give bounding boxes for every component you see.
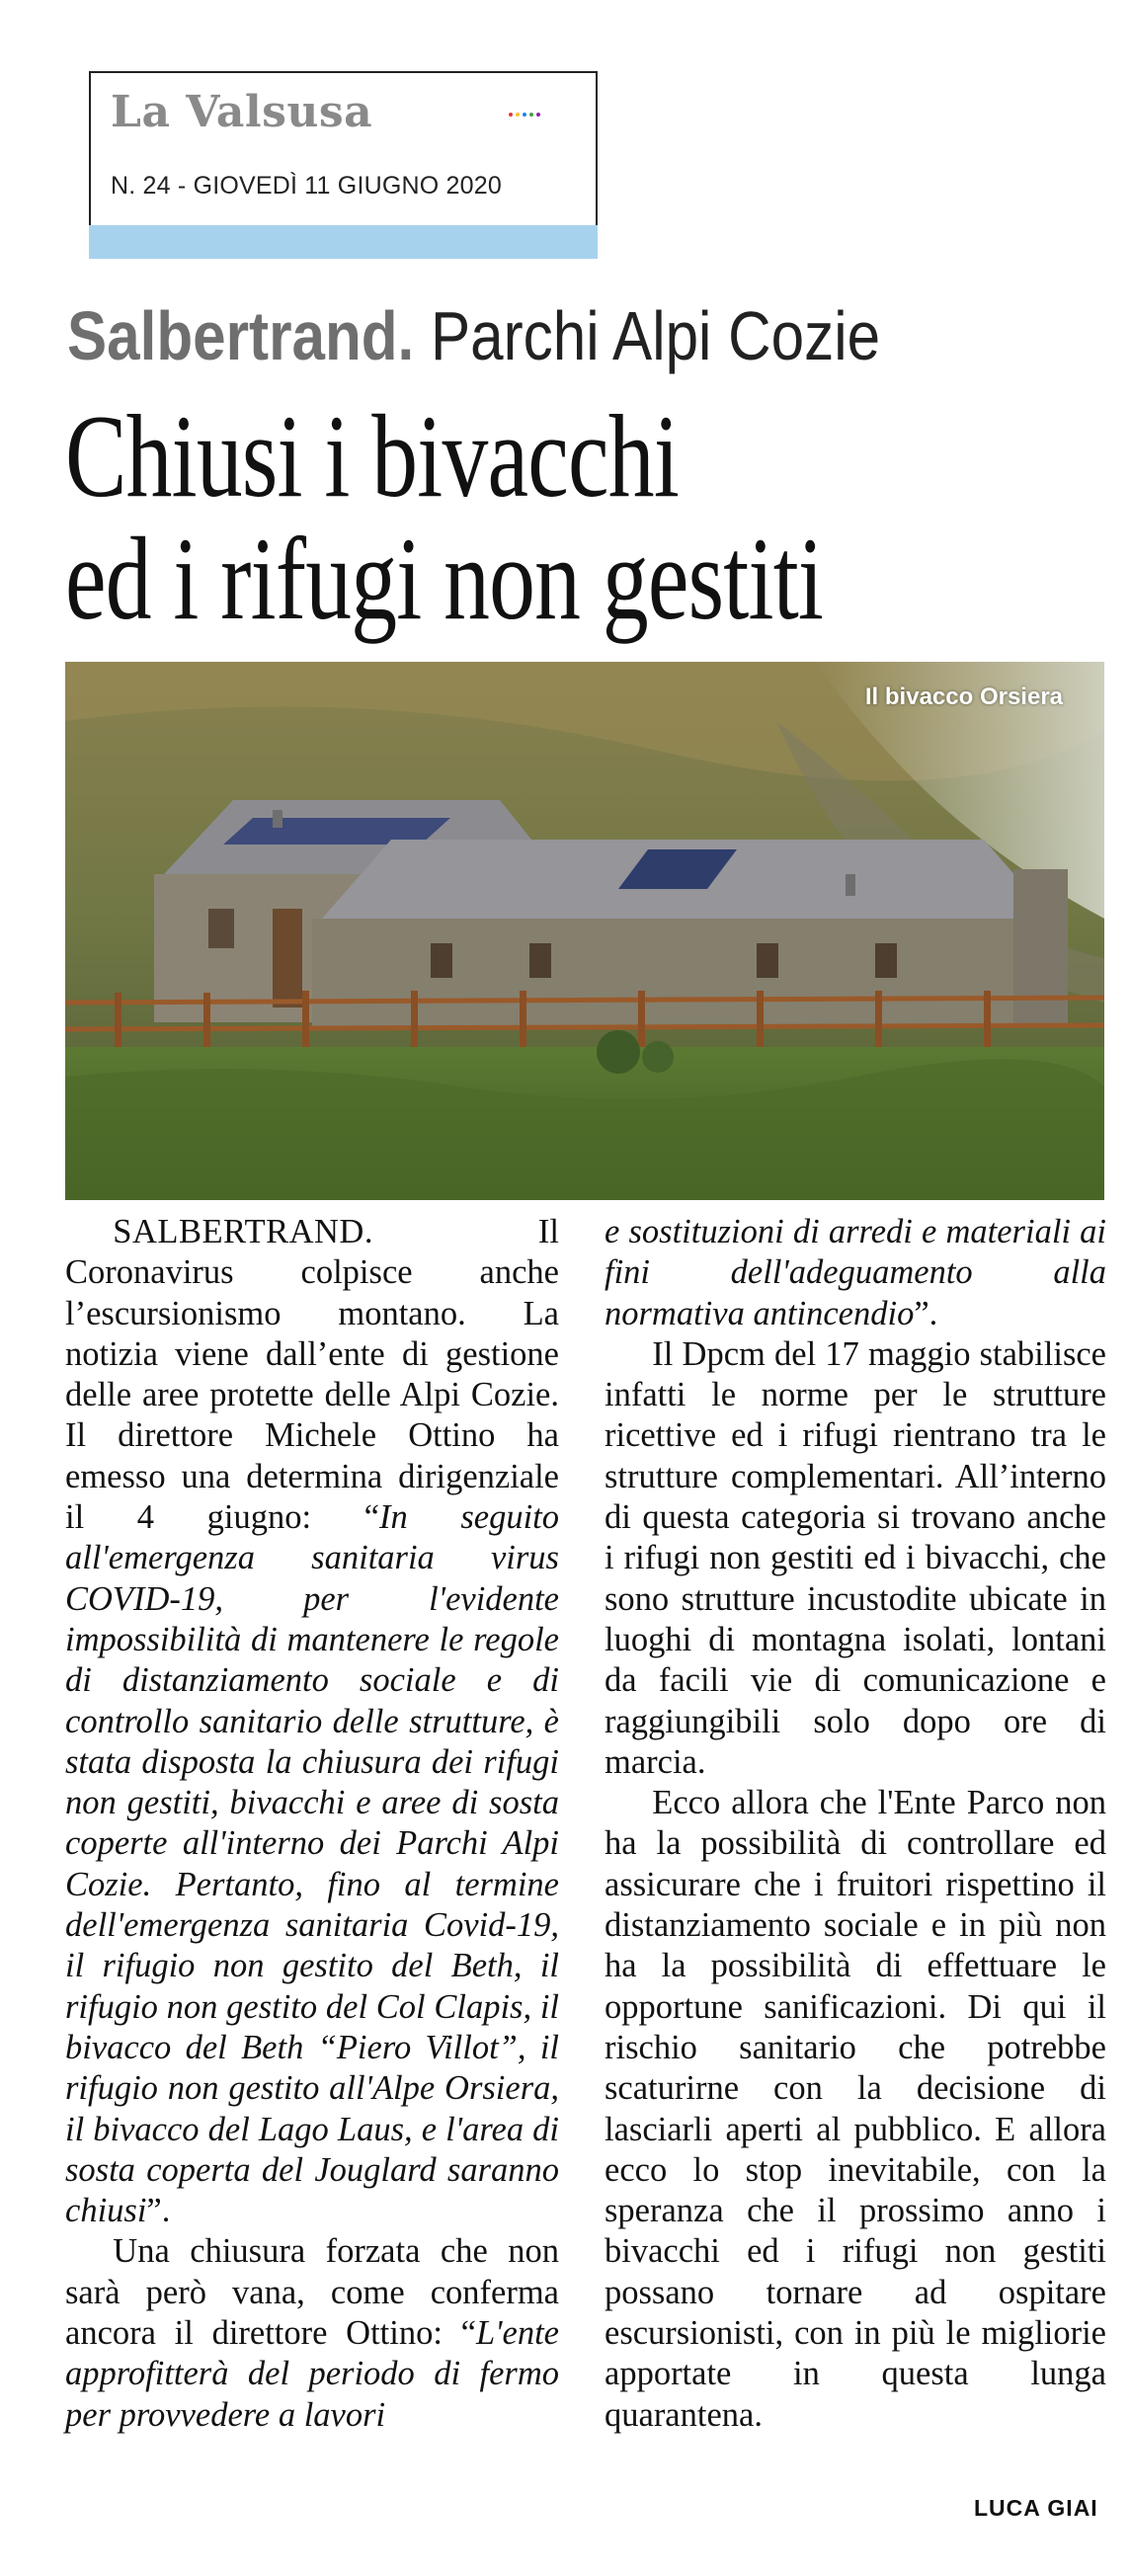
paragraph-text: Una chiusura forzata che non sarà però vana, come conferma ancora il direttore Ottino: “ bbox=[65, 2232, 559, 2353]
quote-text: e sostituzioni di arredi e materiali ai fini dell'adeguamento alla normativa antincendio bbox=[605, 1213, 1106, 1332]
paragraph bbox=[605, 1212, 1106, 1334]
dot-green bbox=[529, 113, 533, 117]
color-dots-icon bbox=[509, 109, 543, 120]
newspaper-name: La Valsusa bbox=[111, 87, 373, 137]
kicker-topic: Parchi Alpi Cozie bbox=[430, 297, 881, 374]
dot-red bbox=[509, 113, 513, 117]
issue-line: N. 24 - GIOVEDÌ 11 GIUGNO 2020 bbox=[111, 172, 502, 200]
paragraph bbox=[65, 1212, 559, 2231]
paragraph-text: Il Coronavirus colpisce anche l’escursionismo montano. La notizia viene dall’ente di gestione delle aree protette delle Alpi Cozie. Il direttore Michele Ottino ha emesso una determina dirigenziale il 4 giugno: “ bbox=[65, 1213, 559, 1537]
paragraph: Il Dpcm del 17 maggio stabilisce infatti le norme per le strutture ricettive ed i rifugi rientrano tra le strutture complementari. All’interno di questa categoria si trovano anche i rifugi non gestiti ed i bivacchi, che sono strutture incustodite ubicate in luoghi di montagna isolati, lontani da facili vie di comunicazione e raggiungibili solo dopo ore di marcia. bbox=[605, 1334, 1106, 1781]
dot-blue bbox=[523, 113, 526, 117]
quote-text: L'ente approfitterà del periodo di fermo per provvedere a lavori bbox=[65, 2314, 559, 2434]
headline-line-2: ed i rifugi non gestiti bbox=[65, 513, 824, 644]
article-column-right bbox=[605, 1212, 1106, 2436]
quote-close: ”. bbox=[914, 1294, 938, 1332]
photo-illustration bbox=[65, 662, 1104, 1200]
dot-purple bbox=[536, 113, 540, 117]
headline-line-1: Chiusi i bivacchi bbox=[65, 390, 680, 522]
masthead-color-bar bbox=[89, 225, 598, 259]
dateline: SALBERTRAND. bbox=[113, 1213, 373, 1250]
article-photo bbox=[65, 662, 1104, 1200]
paragraph: Ecco allora che l'Ente Parco non ha la possibilità di controllare ed assicurare che i fruitori rispettino il distanziamento sociale e in più non ha la possibilità di effettuare le opportune sanificazioni. Di qui il rischio sanitario che potrebbe scaturirne con la decisione di lasciarli aperti al pubblico. E allora ecco lo stop inevitabile, con la speranza che il prossimo anno i bivacchi ed i rifugi non gestiti possano tornare ad ospitare escursionisti, con in più le migliorie apportate in questa lunga quarantena. bbox=[605, 1784, 1106, 2434]
article-column-left bbox=[65, 1212, 559, 2436]
headline bbox=[65, 390, 824, 644]
photo-caption: Il bivacco Orsiera bbox=[864, 684, 1063, 710]
quote-close: ”. bbox=[146, 2192, 171, 2230]
dot-yellow bbox=[516, 113, 520, 117]
quote-text: In seguito all'emergenza sanitaria virus COVID-19, per l'evidente impossibilità di mantenere le regole di distanziamento sociale e di controllo sanitario delle strutture, è stata disposta la chiusura dei rifugi non gestiti, bivacchi e aree di sosta coperte all'interno dei Parchi Alpi Cozie. Pertanto, fino al termine dell'emergenza sanitaria Covid-19, il rifugio non gestito del Beth, il rifugio non gestito del Col Clapis, il bivacco del Beth “Piero Villot”, il rifugio non gestito all'Alpe Orsiera, il bivacco del Lago Laus, e l'area di sosta coperta del Jouglard saranno chiusi bbox=[65, 1498, 559, 2230]
kicker-line bbox=[67, 296, 880, 375]
paragraph bbox=[65, 2231, 559, 2435]
kicker-place: Salbertrand. bbox=[67, 297, 415, 374]
byline: LUCA GIAI bbox=[974, 2495, 1098, 2521]
